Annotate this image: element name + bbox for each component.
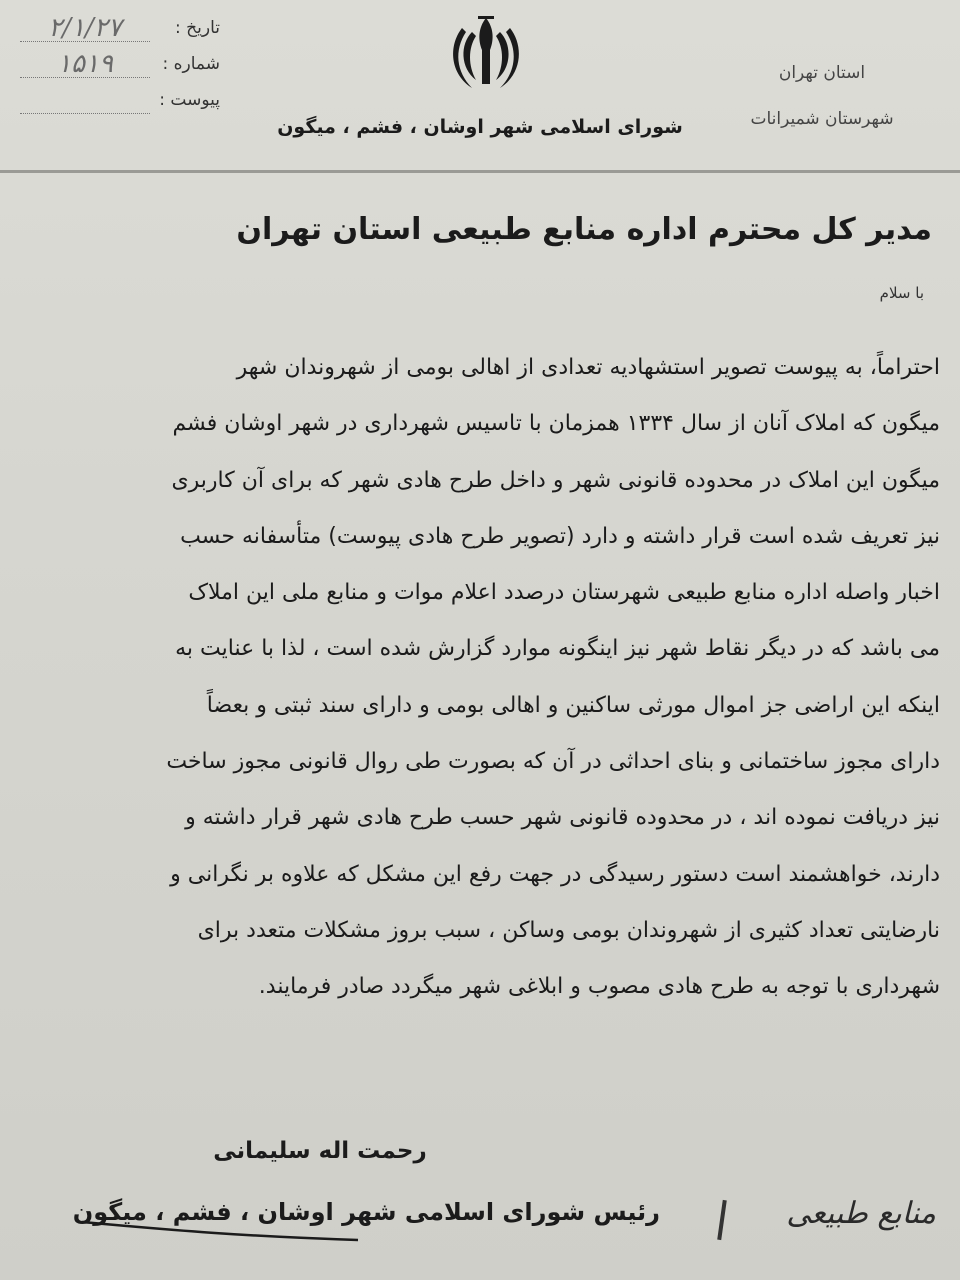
meta-date-value: ۲/۱/۲۷: [20, 15, 150, 42]
meta-attachment-label: پیوست :: [159, 90, 220, 110]
meta-date-row: [20, 10, 220, 46]
body-line: نیز دریافت نموده اند ، در محدوده قانونی شهر حسب طرح هادی شهر قرار داشته و: [185, 805, 940, 831]
meta-number-value: ۱۵۱۹: [20, 51, 150, 78]
meta-number-row: [20, 46, 220, 82]
county-label: شهرستان شمیرانات: [750, 109, 894, 129]
council-name: شورای اسلامی شهر اوشان ، فشم ، میگون: [277, 116, 683, 138]
paper-fold: [0, 170, 960, 173]
body-line: میگون که املاک آنان از سال ۱۳۳۴ همزمان با تاسیس شهرداری در شهر اوشان فشم: [172, 411, 940, 437]
body-line: نیز تعریف شده است قرار داشته و دارد (تصویر طرح هادی پیوست) متأسفانه حسب: [180, 523, 940, 549]
meta-date-label: تاریخ :: [175, 18, 220, 38]
meta-number-label: شماره :: [162, 54, 220, 74]
body-line: احتراماً، به پیوست تصویر استشهادیه تعدادی از اهالی بومی از شهروندان شهر: [236, 355, 940, 380]
body-line: میگون این املاک در محدوده قانونی شهر و داخل طرح هادی شهر که برای آن کاربری: [171, 467, 940, 493]
province-label: استان تهران: [778, 63, 866, 83]
body-line: اخبار واصله اداره منابع طبیعی شهرستان درصدد اعلام موات و منابع ملی این املاک: [188, 580, 940, 606]
letter-body: [20, 340, 940, 1016]
handwritten-note: منابع طبیعی: [786, 1196, 936, 1231]
body-line: دارند، خواهشمند است دستور رسیدگی در جهت رفع این مشکل که علاوه بر نگرانی و: [170, 861, 940, 887]
signer-name: رحمت اله سلیمانی: [213, 1138, 427, 1164]
body-line: می باشد که در دیگر نقاط شهر نیز اینگونه موارد گزارش شده است ، لذا با عنایت به: [175, 636, 940, 662]
letterhead-location: [712, 50, 932, 142]
letter-addressee: مدیر کل محترم اداره منابع طبیعی استان تهران: [236, 212, 932, 247]
letter-meta: [20, 10, 220, 118]
meta-attachment-row: [20, 82, 220, 118]
signer-title: رئیس شورای اسلامی شهر اوشان ، فشم ، میگون: [72, 1198, 660, 1226]
body-line: نارضایتی تعداد کثیری از شهروندان بومی وساکن ، سبب بروز مشکلات متعدد برای: [197, 917, 940, 943]
body-line: شهرداری با توجه به طرح هادی مصوب و ابلاغی شهر میگردد صادر فرمایند.: [258, 974, 940, 1000]
body-line: دارای مجوز ساختمانی و بنای احداثی در آن که بصورت طی روال قانونی مجوز ساخت: [166, 749, 940, 775]
letter-greeting: با سلام: [879, 284, 924, 302]
handwritten-strike-mark: [80, 1218, 360, 1242]
meta-attachment-value: [20, 87, 150, 114]
iran-emblem-icon: [448, 14, 524, 94]
body-line: اینکه این اراضی جز اموال مورثی ساکنین و اهالی بومی و دارای سند ثبتی و بعضاً: [206, 692, 940, 718]
